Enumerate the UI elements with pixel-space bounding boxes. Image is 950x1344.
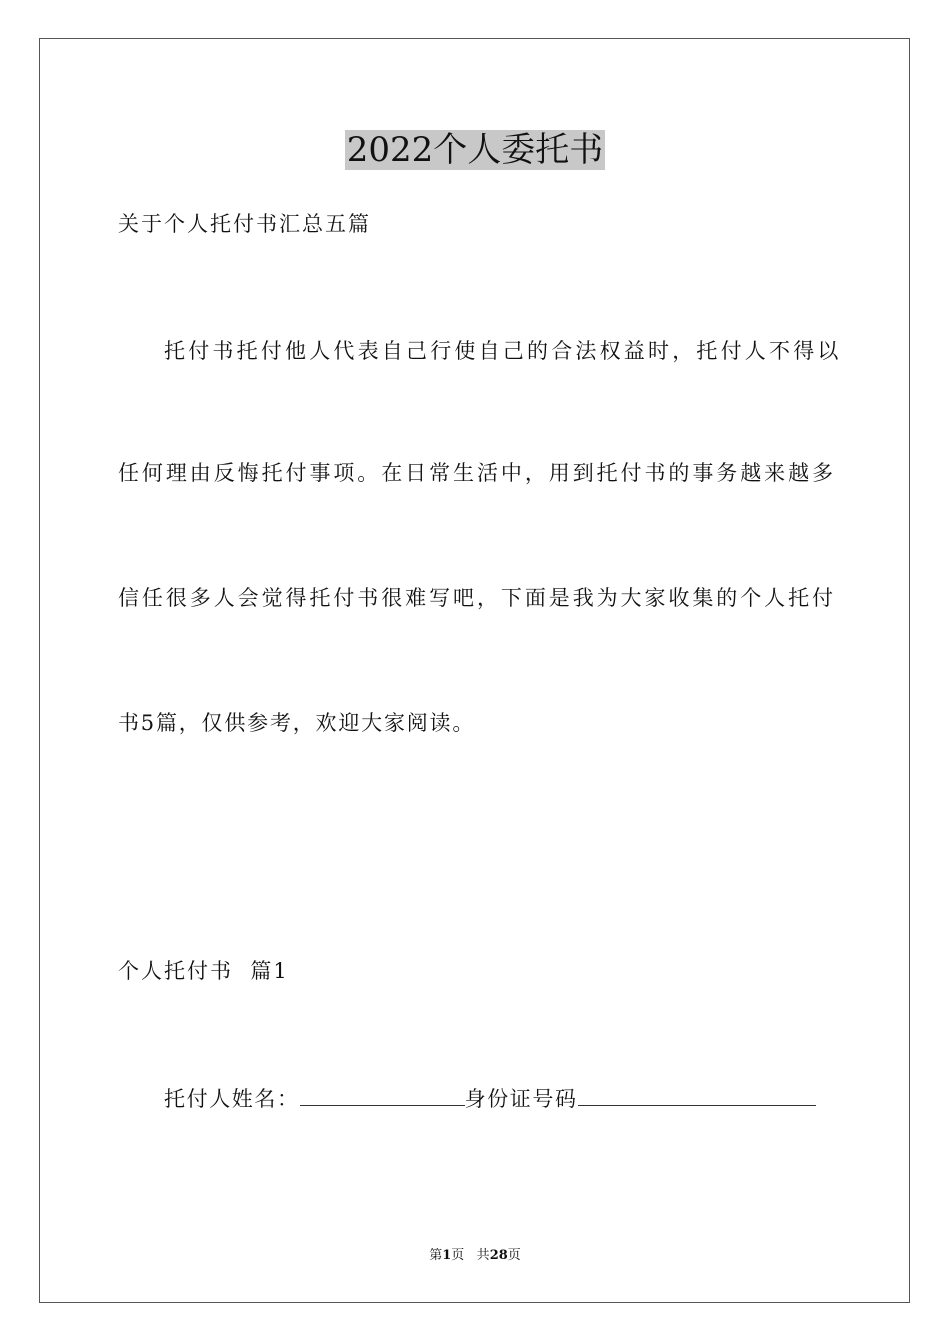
intro-line-2: 任何理由反悔托付事项。在日常生活中，用到托付书的事务越来越多 [118,461,833,485]
title-text: 2022个人委托书 [346,130,604,170]
intro-line-3: 信任很多人会觉得托付书很难写吧，下面是我为大家收集的个人托付 [118,586,833,610]
id-label: 身份证号码 [464,1087,578,1111]
intro-line-1: 托付书托付他人代表自己行使自己的合法权益时，托付人不得以 [164,339,842,363]
page-footer [0,1247,950,1265]
document-title [0,128,950,172]
section-heading: 个人托付书 篇1 [118,959,289,983]
page-suffix: 页 [451,1248,465,1263]
name-label: 托付人姓名： [164,1087,300,1111]
id-blank-field[interactable] [578,1081,816,1106]
page-prefix: 第 [429,1248,443,1263]
total-prefix: 共 [476,1248,490,1263]
name-blank-field[interactable] [300,1081,465,1106]
total-pages: 28 [489,1248,508,1263]
page-number: 1 [442,1248,452,1263]
intro-line-4: 书5篇，仅供参考，欢迎大家阅读。 [118,711,476,735]
form-row [164,1081,816,1114]
subtitle: 关于个人托付书汇总五篇 [118,212,371,236]
total-suffix: 页 [507,1248,521,1263]
